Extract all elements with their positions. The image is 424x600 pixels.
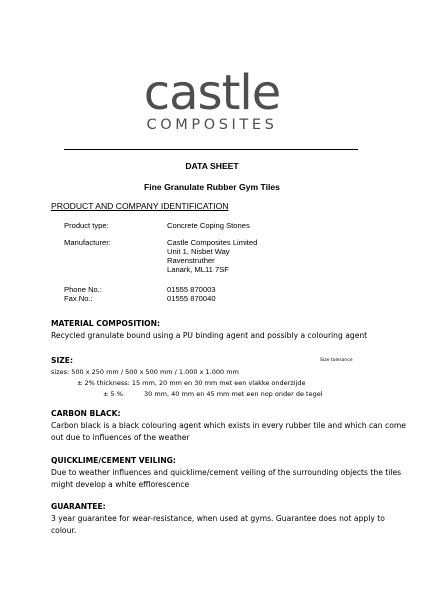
quicklime-text-line-2: might develop a white efflorescence [51,480,190,489]
tolerance-percent: ± 5 % [103,390,123,398]
castle-composites-logo [0,66,424,136]
material-text: Recycled granulate bound using a PU binding agent and possibly a colouring agent [51,331,368,340]
thickness-line: ± 2% thickness: 15 mm, 20 mm en 30 mm met een vlakke onderzijde [77,379,306,387]
manufacturer-line-3: Ravenstruther [167,256,215,265]
size-heading: SIZE: [51,356,74,365]
phone-value: 01555 870003 [167,285,216,294]
page-title: DATA SHEET [185,161,239,171]
identification-heading: PRODUCT AND COMPANY IDENTIFICATION [51,201,229,211]
header-divider [64,149,358,150]
manufacturer-line-4: Lanark, ML11 7SF [167,265,229,274]
logo-subtitle: COMPOSITES [146,117,278,133]
material-heading: MATERIAL COMPOSITION: [51,319,160,328]
tolerance-thickness-line: 30 mm, 40 mm en 45 mm met een nop onder de tegel [144,390,323,398]
carbon-text-line-2: out due to influences of the weather [51,433,190,442]
phone-label: Phone No.: [64,285,102,294]
size-tolerance-label: Size tolerance [320,358,353,363]
fax-label: Fax No.: [64,294,93,303]
fax-value: 01555 870040 [167,294,216,303]
quicklime-heading: QUICKLIME/CEMENT VEILING: [51,456,176,465]
manufacturer-label: Manufacturer: [64,238,111,247]
sizes-line: sizes: 500 x 250 mm / 500 x 500 mm / 1.000 x 1.000 mm [51,368,239,376]
guarantee-text-line-2: colour. [51,526,77,535]
manufacturer-line-1: Castle Composites Limited [167,238,258,247]
quicklime-text-line-1: Due to weather influences and quicklime/cement veiling of the surrounding objects the tiles [51,468,402,477]
guarantee-text-line-1: 3 year guarantee for wear-resistance, when used at gyms. Guarantee does not apply to [51,514,385,523]
product-type-value: Concrete Coping Stones [167,221,250,230]
logo-word: castle [143,66,281,121]
manufacturer-line-2: Unit 1, Nisbet Way [167,247,230,256]
guarantee-heading: GUARANTEE: [51,502,106,511]
carbon-text-line-1: Carbon black is a black colouring agent which exists in every rubber tile and which can come [51,421,406,430]
product-type-label: Product type: [64,221,109,230]
page-subtitle: Fine Granulate Rubber Gym Tiles [144,182,280,192]
carbon-heading: CARBON BLACK: [51,409,121,418]
